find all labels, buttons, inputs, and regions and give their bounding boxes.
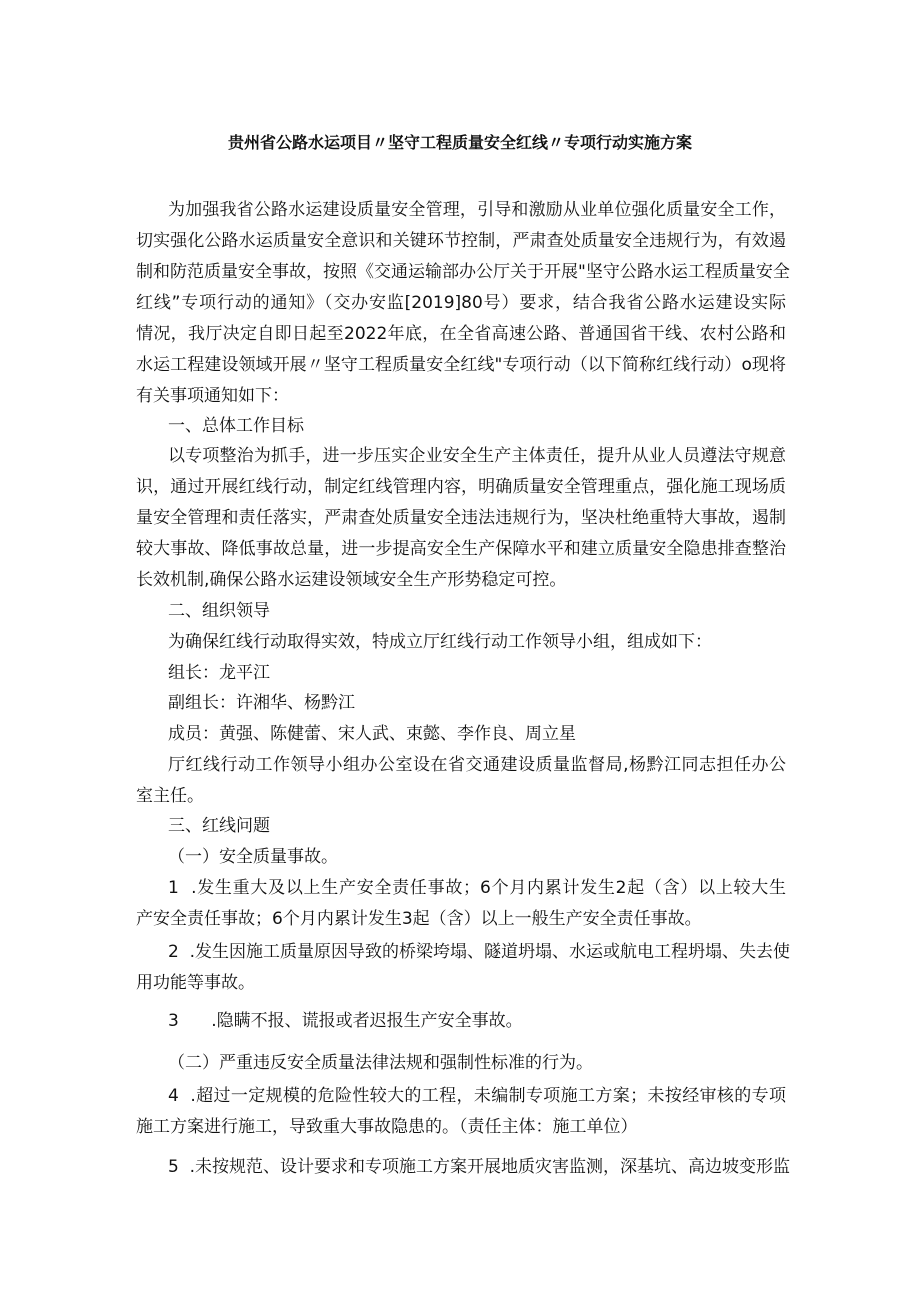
paragraph-line: 有关事项通知如下： <box>136 386 289 406</box>
section-heading: 二、组织领导 <box>168 601 270 621</box>
section-heading: 一、总体工作目标 <box>168 416 304 436</box>
paragraph-line: 室主任。 <box>136 786 204 806</box>
paragraph-line: 较大事故、降低事故总量，进一步提高安全生产保障水平和建立质量安全隐患排查整治 <box>136 539 786 559</box>
paragraph-line: 为加强我省公路水运建设质量安全管理，引导和激励从业单位强化质量安全工作， <box>168 200 786 220</box>
list-item: 5 .未按规范、设计要求和专项施工方案开展地质灾害监测，深基坑、高边坡变形监 <box>168 1157 791 1177</box>
list-item: 1 .发生重大及以上生产安全责任事故；6个月内累计发生2起（含）以上较大生 <box>168 878 786 898</box>
list-item: 3 .隐瞒不报、谎报或者迟报生产安全事故。 <box>168 1011 523 1031</box>
list-item: 用功能等事故。 <box>136 973 255 993</box>
paragraph-line: 为确保红线行动取得实效，特成立厅红线行动工作领导小组，组成如下： <box>168 632 712 652</box>
paragraph-line: 量安全管理和责任落实，严肃查处质量安全违法违规行为，坚决杜绝重特大事故，遏制 <box>136 508 786 528</box>
paragraph-line: 以专项整治为抓手，进一步压实企业安全生产主体责任，提升从业人员遵法守规意 <box>168 446 786 466</box>
paragraph-line: 识，通过开展红线行动，制定红线管理内容，明确质量安全管理重点，强化施工现场质 <box>136 477 786 497</box>
subsection-heading: （二）严重违反安全质量法律法规和强制性标准的行为。 <box>168 1053 593 1073</box>
paragraph-line: 组长：龙平江 <box>168 663 270 683</box>
paragraph-line: 红线”专项行动的通知》（交办安监[2019]80号）要求，结合我省公路水运建设实际 <box>136 293 786 313</box>
paragraph-line: 副组长：许湘华、杨黔江 <box>168 693 355 713</box>
paragraph-line: 长效机制,确保公路水运建设领域安全生产形势稳定可控。 <box>136 570 567 590</box>
list-item: 2 .发生因施工质量原因导致的桥梁垮塌、隧道坍塌、水运或航电工程坍塌、失去使 <box>168 942 791 962</box>
list-item: 产安全责任事故；6个月内累计发生3起（含）以上一般生产安全责任事故。 <box>136 909 702 929</box>
paragraph-line: 切实强化公路水运质量安全意识和关键环节控制，严肃查处质量安全违规行为，有效遏 <box>136 231 786 251</box>
subsection-heading: （一）安全质量事故。 <box>168 847 338 867</box>
list-item: 4 .超过一定规模的危险性较大的工程，未编制专项施工方案；未按经审核的专项 <box>168 1086 786 1106</box>
paragraph-line: 水运工程建设领域开展〃坚守工程质量安全红线"专项行动（以下简称红线行动）o现将 <box>136 355 786 375</box>
paragraph-line: 厅红线行动工作领导小组办公室设在省交通建设质量监督局,杨黔江同志担任办公 <box>168 755 786 775</box>
paragraph-line: 成员：黄强、陈健蕾、宋人武、束懿、李作良、周立星 <box>168 724 576 744</box>
list-item: 施工方案进行施工，导致重大事故隐患的。（责任主体：施工单位） <box>136 1117 638 1137</box>
paragraph-line: 制和防范质量安全事故，按照《交通运输部办公厅关于开展"坚守公路水运工程质量安全 <box>136 262 790 282</box>
section-heading: 三、红线问题 <box>168 816 270 836</box>
document-title: 贵州省公路水运项目〃坚守工程质量安全红线〃专项行动实施方案 <box>227 133 692 152</box>
paragraph-line: 情况，我厅决定自即日起至2022年底，在全省高速公路、普通国省干线、农村公路和 <box>136 324 786 344</box>
